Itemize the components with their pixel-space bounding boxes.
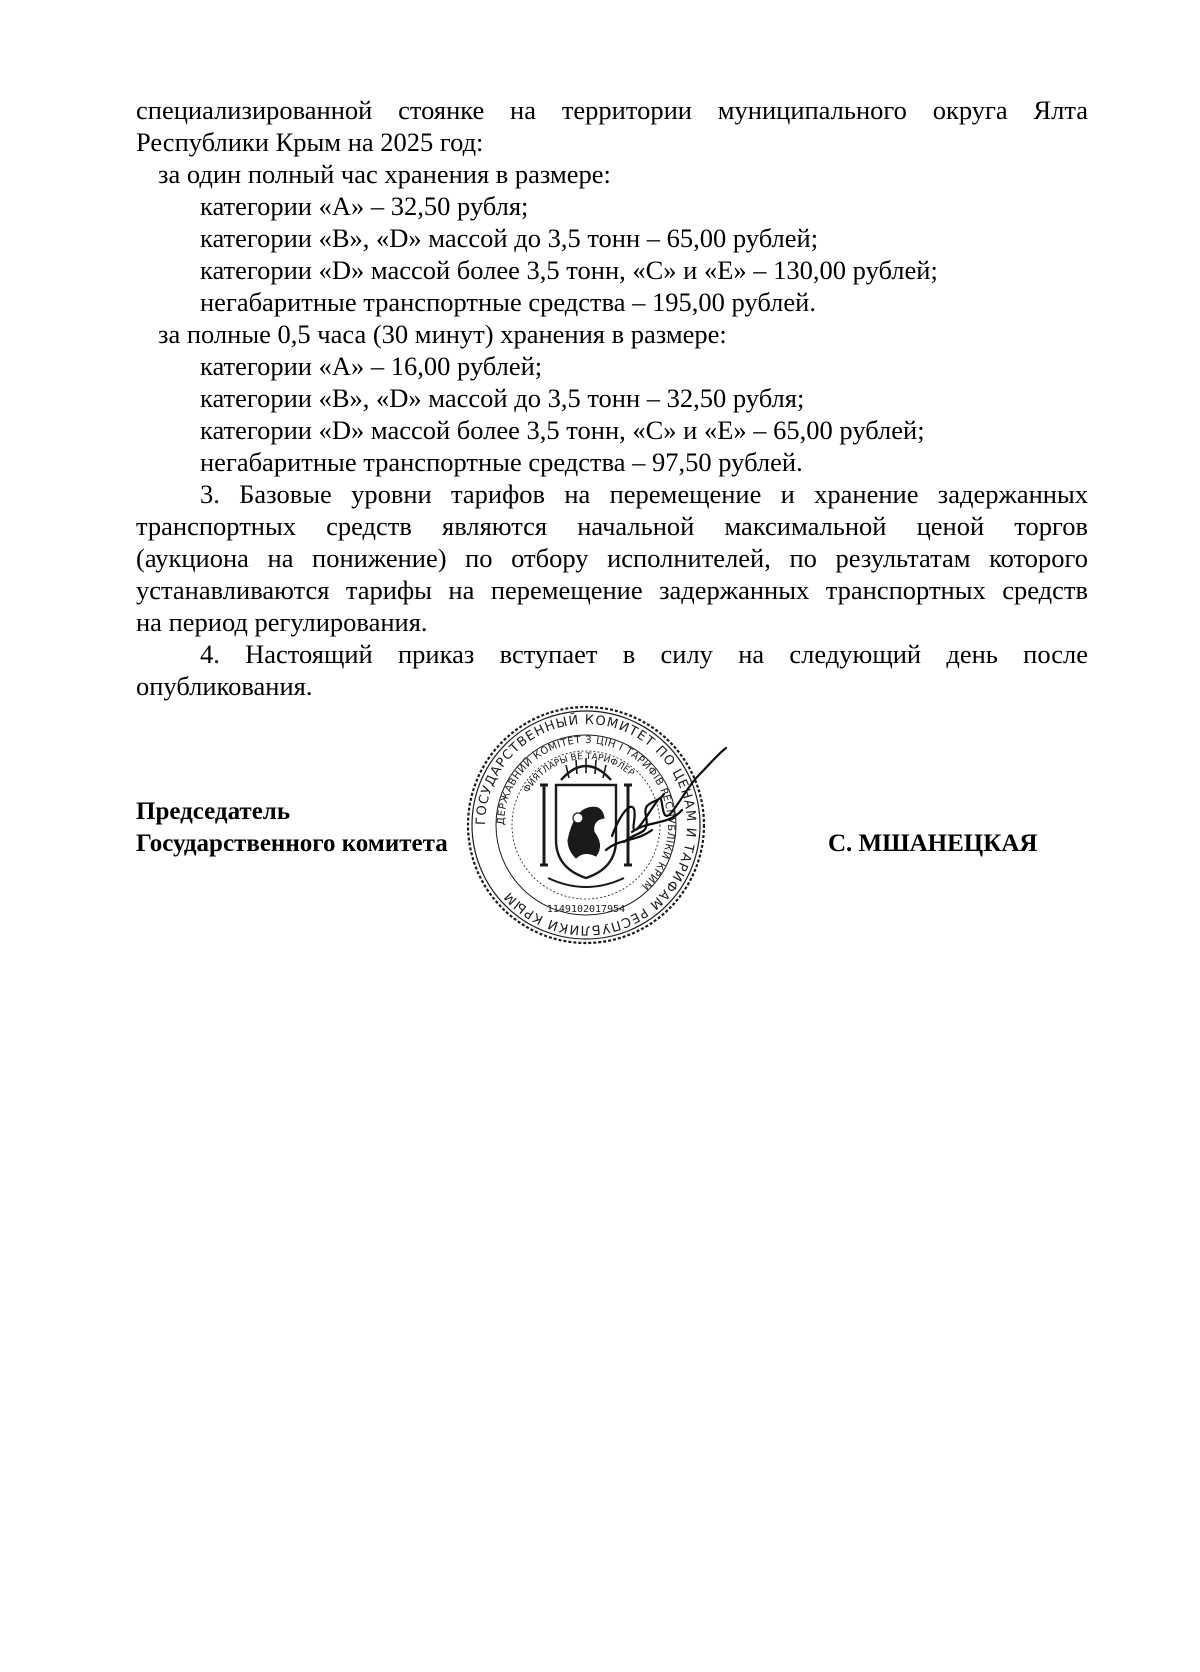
body-line-1: специализированной стоянке на территории муниципального округа Ялта: [136, 95, 1088, 125]
seal-inner-text: ФИЯТЛАРЫ ВЕ ТАРИФЛЕР: [522, 751, 636, 795]
body-line-2: Республики Крым на 2025 год:: [136, 127, 484, 157]
body-line-19: опубликования.: [136, 671, 313, 701]
body-line-14: транспортных средств являются начальной максимальной ценой торгов: [136, 511, 1088, 541]
body-line-7: негабаритные транспортные средства – 195,00 рублей.: [200, 287, 816, 317]
body-line-13: 3. Базовые уровни тарифов на перемещение и хранение задержанных: [200, 479, 1088, 509]
body-line-15: (аукциона на понижение) по отбору исполнителей, по результатам которого: [136, 543, 1088, 573]
body-line-17: на период регулирования.: [136, 607, 428, 637]
official-seal: [436, 690, 736, 960]
body-line-8: за полные 0,5 часа (30 минут) хранения в размере:: [158, 319, 727, 349]
body-line-9: категории «А» – 16,00 рублей;: [200, 351, 543, 381]
seal-outer-text: ГОСУДАРСТВЕННЫЙ КОМИТЕТ ПО ЦЕНАМ И ТАРИФАМ РЕСПУБЛИКИ КРЫМ: [473, 712, 699, 938]
body-line-4: категории «А» – 32,50 рубля;: [200, 191, 529, 221]
body-line-5: категории «В», «D» массой до 3,5 тонн – 65,00 рублей;: [200, 223, 819, 253]
body-line-6: категории «D» массой более 3,5 тонн, «С» и «Е» – 130,00 рублей;: [200, 255, 938, 285]
body-line-12: негабаритные транспортные средства – 97,50 рублей.: [200, 447, 803, 477]
body-line-16: устанавливаются тарифы на перемещение задержанных транспортных средств: [136, 575, 1088, 605]
signature-name: С. МШАНЕЦКАЯ: [828, 830, 1038, 857]
body-line-18: 4. Настоящий приказ вступает в силу на следующий день после: [200, 639, 1088, 669]
signature-position-2: Государственного комитета: [136, 830, 448, 857]
body-line-11: категории «D» массой более 3,5 тонн, «С» и «Е» – 65,00 рублей;: [200, 415, 925, 445]
signature-position-1: Председатель: [136, 798, 291, 825]
body-line-10: категории «В», «D» массой до 3,5 тонн – 32,50 рубля;: [200, 383, 805, 413]
seal-id-number: 1149102017954: [546, 904, 626, 915]
body-line-3: за один полный час хранения в размере:: [158, 159, 611, 189]
seal-middle-text: ДЕРЖАВНИЙ КОМІТЕТ З ЦІН І ТАРИФІВ РЕСПУБЛІКИ КРИМ: [495, 734, 677, 892]
